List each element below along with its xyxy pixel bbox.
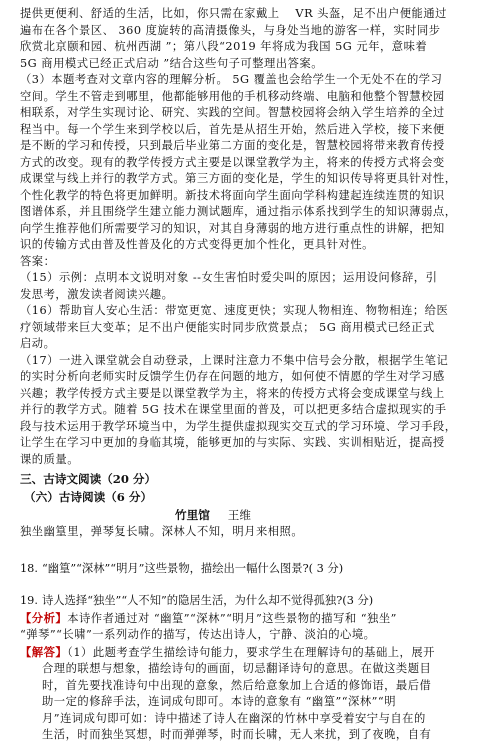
text-line: 程当中。每一个学生来到学校以后，首先是从招生开始，然后进入学校，接下来便	[20, 122, 445, 136]
question-18-text: “幽篁”“深林”“明月”这些景物，描绘出一幅什么图景?( 3 分)	[42, 561, 344, 575]
answer-line-4: 月”连词成句即可如：诗中描述了诗人在幽深的竹林中享受着安宁与自在的	[42, 711, 426, 725]
question-18-number: 18.	[20, 561, 38, 575]
text-line: （17）一进入课堂就会自动登录，上课时注意力不集中信号会分散，根据学生笔记	[20, 353, 449, 367]
answer-line-3: 助一定的修辞手法，连词成句即可。本诗的意象有 “幽篁”“深林”“明	[42, 695, 396, 708]
section-title: 三、古诗文阅读（20 分）	[20, 472, 157, 486]
answer-tag: 【解答】	[20, 644, 68, 659]
analysis-text-0: 本诗作者通过对 “幽篁”“深林”“明月”这些景物的描写和 “独坐”	[67, 611, 397, 625]
text-line: 图谱体系，并且围绕学生建立能力测试题库，通过指示体系找到学生的知识薄弱点，	[20, 205, 457, 218]
answer-text-0: （1）此题考查学生描绘诗句能力，要求学生在理解诗句的基础上，展开	[67, 645, 435, 659]
text-line: 5G 商用模式已经正式启动 ”结合这些句子可整理出答案。	[20, 56, 323, 70]
text-line: 启动。	[20, 337, 56, 350]
question-19-text: 诗人选择“独坐”“人不知”的隐居生活，为什么却不觉得孤独?(3 分)	[42, 594, 374, 607]
text-line: 遍布在各个景区、 360 度旋转的高清摄像头，与身处当地的游客一样，实时同步	[20, 23, 441, 37]
text-line: 向学生推荐他们所需要学习的知识，对其自身薄弱的地方进行重点性的讲解，把知	[20, 221, 445, 235]
text-line: （16）帮助盲人安心生活：带宽更宽、速度更快；实现人物相连、物物相连；给医	[20, 304, 449, 317]
poem-heading	[20, 506, 467, 524]
text-line: 相联系，对学生实现讨论、研究、实践的空间。智慧校园将会纳入学生培养的全过	[20, 106, 445, 119]
poem-author: 王维	[227, 508, 251, 522]
answer-line-0	[20, 644, 467, 662]
analysis-line-1: “弹琴”“长啸”一系列动作的描写，传达出诗人，宁静、淡泊的心境。	[20, 628, 376, 641]
text-line: 的实时分析向老师实时反馈学生仍存在问题的地方，如何使不情愿的学生对学习感	[20, 370, 445, 383]
text-line: 发思考，激发读者阅读兴趣。	[20, 287, 174, 301]
text-line: 成课堂与线上并行的教学方式。第三方面的变化是，学生的知识传导将更具针对性，	[20, 172, 457, 185]
answer-line-5: 生活，时而独坐冥想，时而弹弹琴，时而长啸，无人来扰，到了夜晚，自有	[42, 728, 432, 741]
text-line: 是不断的学习和传授，只到最后毕业第二方面的变化是，智慧校园将带来教育传授	[20, 139, 445, 152]
text-line: 段与技术运用于教学环境当中，为学生提供虚拟现实交互式的学习环境、学习手段，	[20, 419, 457, 433]
text-line: 并行的教学方式。随着 5G 技术在课堂里面的普及，可以把更多结合虚拟现实的手	[20, 403, 447, 416]
text-line: 疗领域带来巨大变革；足不出户便能实时同步欣赏景点； 5G 商用模式已经正式	[20, 320, 435, 334]
text-line: （3）本题考查对文章内容的理解分析。 5G 覆盖也会给学生一个无处不在的学习	[20, 73, 443, 86]
text-line: （15）示例：点明本文说明对象 --女生害怕时爱尖叫的原因；运用设问修辞，引	[20, 271, 438, 284]
sub-title: （六）古诗阅读（6 分）	[24, 490, 153, 504]
answer-line-2: 时，首先要找准诗句中出现的意象，然后给意象加上合适的修饰语，最后借	[42, 678, 432, 692]
text-line: 识的传输方式由普及性普及化的方式变得更加个性化，更具针对性。	[20, 238, 374, 251]
analysis-line-0	[20, 610, 467, 628]
text-line: 方式的改变。现有的教学传授方式主要是以课堂教学为主，将来的传授方式将会变	[20, 155, 445, 169]
text-line: 课的质量。	[20, 452, 79, 466]
text-line: 欣赏北京颐和园、杭州西湖 ”；第八段“2019 年将成为我国 5G 元年，意味着	[20, 40, 428, 53]
answer-line-1: 合理的联想与想象，描绘诗句的画面，切忌翻译诗句的意思。在做这类题目	[42, 662, 432, 675]
text-line: 空间。学生不管走到哪里，他都能够用他的手机移动终端、电脑和他整个智慧校园	[20, 89, 445, 103]
text-line: 个性化教学的特色将更加鲜明。新技术将面向学生面向学科构建起连续连贯的知识	[20, 188, 445, 202]
question-19	[20, 593, 467, 610]
answer-text-block	[20, 6, 467, 468]
text-line: 答案：	[20, 254, 56, 268]
analysis-tag: 【分析】	[20, 610, 68, 625]
text-line: 提供更便利、舒适的生活，比如，你只需在家戴上 VR 头盔，足不出户便能通过	[20, 7, 447, 20]
poem-title: 竹里馆	[175, 508, 210, 522]
question-18	[20, 561, 467, 578]
text-line: 让学生在学习中更加的身临其境，能够更加的与实际、实践、实训相贴近，提高授	[20, 436, 445, 449]
text-line: 兴趣；教学传授方式主要是以课堂教学为主，将来的传授方式将会变成课堂与线上	[20, 386, 445, 400]
question-19-number: 19.	[20, 594, 38, 607]
poem-text: 独坐幽篁里，弹琴复长啸。深林人不知，明月来相照。	[20, 525, 304, 538]
